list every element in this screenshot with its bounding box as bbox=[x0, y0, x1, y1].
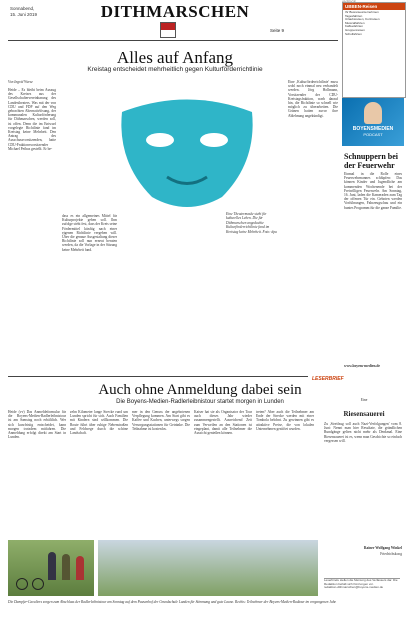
story2-column-2: zehn Kilometer lange Strecke rund um Lunden spricht für sich. Auch Familien mit Kindern sind willkommen. Die Route führt über ruhige Nebenstraßen und Feldwege durch die schöne Landschaft. bbox=[70, 410, 128, 436]
band-photo bbox=[8, 540, 94, 596]
leserbrief-logo: LESERBRIEF bbox=[312, 376, 344, 382]
sidebar1-url[interactable]: www.boyens-medien.de bbox=[344, 364, 380, 368]
letters-footer bbox=[324, 578, 400, 617]
ad-box[interactable] bbox=[342, 2, 406, 98]
podcast-host-image bbox=[364, 102, 382, 124]
story2-column-1: Heide (vv) Das Anmeldeformular für die Boyens-Medien-Radlerleibnistour ist am Samstag noch erhältlich. Wer sich kurzfristig entscheidet, kann morgen trotzdem mitfahren. Die Anmeldung erfolgt direkt am Start in Lunden. bbox=[8, 410, 66, 440]
story1-column-1: Heide – Es bleibt beim Auszug des Kreises aus der Gesellschaftervereinbarung des Landestheaters. Was mit der von CDU und FDP auf den Weg gebrachten Alternativlösung, der kommunalen Kulturförderung für Dithmarschen, werden soll, ist offen. Denn die im Entwurf vorgelegte Richtlinie fand im Kreistag keine Mehrheit. Den Antrag des Ausschussvorsitzenden, hatte CDU-Fraktionsvorsitzender Michael Peibus gestellt. Er be- bbox=[8, 88, 56, 151]
coat-of-arms-icon bbox=[160, 22, 176, 38]
podcast-teaser[interactable] bbox=[342, 98, 404, 146]
musician-figure bbox=[48, 552, 56, 580]
page-number: Seite 9 bbox=[270, 28, 285, 33]
footer-note: Leserbriefe stellen die Meinung des Verfassers dar. Die Redaktion behält sich Kürzungen vor. bbox=[324, 578, 398, 586]
story1-headline: Alles auf Anfang bbox=[116, 48, 234, 67]
story2-column-3: mer in den Genuss der angebotenen Verpflegung kommen. Am Start gibt es Kaffee und Kuchen, unterwegs sorgen Versorgungsstationen für Getränke. Die Teilnahme ist kostenlos. bbox=[132, 410, 190, 431]
masthead-rule bbox=[8, 40, 338, 41]
ad-line: Musicalfahrten bbox=[345, 20, 365, 25]
letter-signature: Rainer Wolfgang Winkel bbox=[363, 546, 402, 550]
sidebar2-headline: Riesensauerei bbox=[343, 410, 385, 418]
story1-right-column: Eine ,Kulturförderrichtlinie' muss wohl noch einmal neu verhandelt werden. Jörg Hollmann, Vorsitzender der CDU-Kreistagsfraktion, warb darauf hin, die Richtlinie so schnell wie möglich zu überarbeiten. Die Grünen hatten zuvor ihre Ablehnung angekündigt. bbox=[288, 80, 338, 118]
ad-line: Ihr Busreiseunternehmen bbox=[345, 10, 379, 14]
story2-column-4: Kaiser hat sie als Organisator der Tour auch dieses Jahr wieder zusammengestellt. Ausreichend Zeit zum Verweilen an den Stationen ist eingeplant, damit alle Teilnehmer die Aussicht genießen können. bbox=[194, 410, 252, 436]
musician-figure bbox=[76, 556, 84, 580]
bicycle-wheel-icon bbox=[16, 578, 28, 590]
footer-email[interactable]: redaktion-dithmarschen@boyens-medien.de bbox=[324, 585, 384, 590]
story1-photo-caption: Eine Theatermaske steht für kulturelles Leben. Die für Dithmarschen angedachte Kulturförderrichtlinie fand im Kreistag keine Mehrheit. Foto: dpa bbox=[226, 212, 277, 234]
ad-headline: UBBEN-Reisen bbox=[343, 3, 405, 10]
story-divider bbox=[8, 376, 308, 377]
musician-figure bbox=[62, 554, 70, 580]
story2-headline: Auch ohne Anmeldung dabei sein bbox=[98, 382, 302, 398]
story2-subhead: Die Boyens-Medien-Radlerleibnistour startet morgen in Lunden bbox=[116, 399, 284, 405]
podcast-title: BOYENSMEDIEN bbox=[352, 126, 394, 132]
story1-column-2: dass es ein allgemeines Mittel für Kulturprojekte geben soll. Ihm zufolge steht fest, dass der Kreis seine Fördermittel künftig nach einer eigenen Richtlinie vergeben will. Über die genaue Ausgestaltung dieser Richtlinie soll nun erneut beraten werden, da die Vorlage in der Sitzung keine Mehrheit fand. bbox=[62, 214, 117, 252]
edition-date bbox=[10, 6, 37, 17]
ad-line: Schulfahrten bbox=[345, 31, 362, 36]
podcast-subtitle: PODCAST bbox=[363, 132, 383, 137]
story1-byline: Von Ingrid Weese bbox=[8, 80, 34, 84]
cyclists-photo bbox=[98, 540, 318, 596]
sidebar2-text: Zu ,Streifzug soll auch Nazi-Verfolgungen' vom 8. Juni: Nennt man hier Resultate, die gründlichen Rundgänge gelten nicht mehr als Denkmal. Eine Riesensauerei ist es, wenn man Geschichte so einfach vergessen will. bbox=[324, 422, 402, 443]
ad-line: Gruppenreisen bbox=[345, 27, 365, 32]
story2-photo-caption: Die Dampfer-Cavaliers sorgen zum Abschluss der Radlerleibnistour am Sonntag auf dem Pausenhof der Grundschule Lunden für Stimmung und gute Laune. Rechts: Teilnehmer der Boyens-Medien-Radtour im vergangenen Jahr. bbox=[8, 600, 337, 604]
theater-mask-image bbox=[112, 92, 262, 212]
ad-line: Kaffeefahrten bbox=[345, 24, 363, 29]
letter-place: Friedrichskoog bbox=[380, 552, 402, 556]
ad-line: Tagesfahrten bbox=[345, 13, 363, 18]
story2-column-5: treten? Aber auch die Teilnehmer am Ende der Strecke werden mit einer Tombola belohnt. Zu gewinnen gibt es attraktive Preise, die von lokalen Unternehmen gestiftet wurden. bbox=[256, 410, 314, 431]
bicycle-wheel-icon bbox=[32, 578, 44, 590]
story1-subhead: Kreistag entscheidet mehrheitlich gegen Kulturförderrichtlinie bbox=[87, 66, 263, 73]
sidebar1-text: Einmal in die Rolle eines Feuerwehrmannes schlüpfen: Das können Kinder und Jugendliche am kommenden Wochenende bei der Freiwilligen Feuerwehr. Am Sonntag, 16. Juni, laden die Kameraden zum Tag der offenen Tür ein. Geboten werden Vorführungen, Fahrzeugschau und ein buntes Programm für die ganze Familie. bbox=[344, 172, 402, 210]
sidebar1-headline: Schnuppern bei der Feuerwehr bbox=[344, 152, 399, 170]
ad-line: Urlaubsreisen, Kurzreisen bbox=[345, 17, 380, 22]
edition-day: Sonnabend, bbox=[10, 6, 35, 11]
masthead-title: DITHMARSCHEN bbox=[100, 2, 250, 21]
ad-text bbox=[343, 10, 405, 37]
sidebar2-tag: Eine bbox=[360, 398, 368, 402]
edition-date-value: 15. Juni 2019 bbox=[10, 11, 38, 17]
